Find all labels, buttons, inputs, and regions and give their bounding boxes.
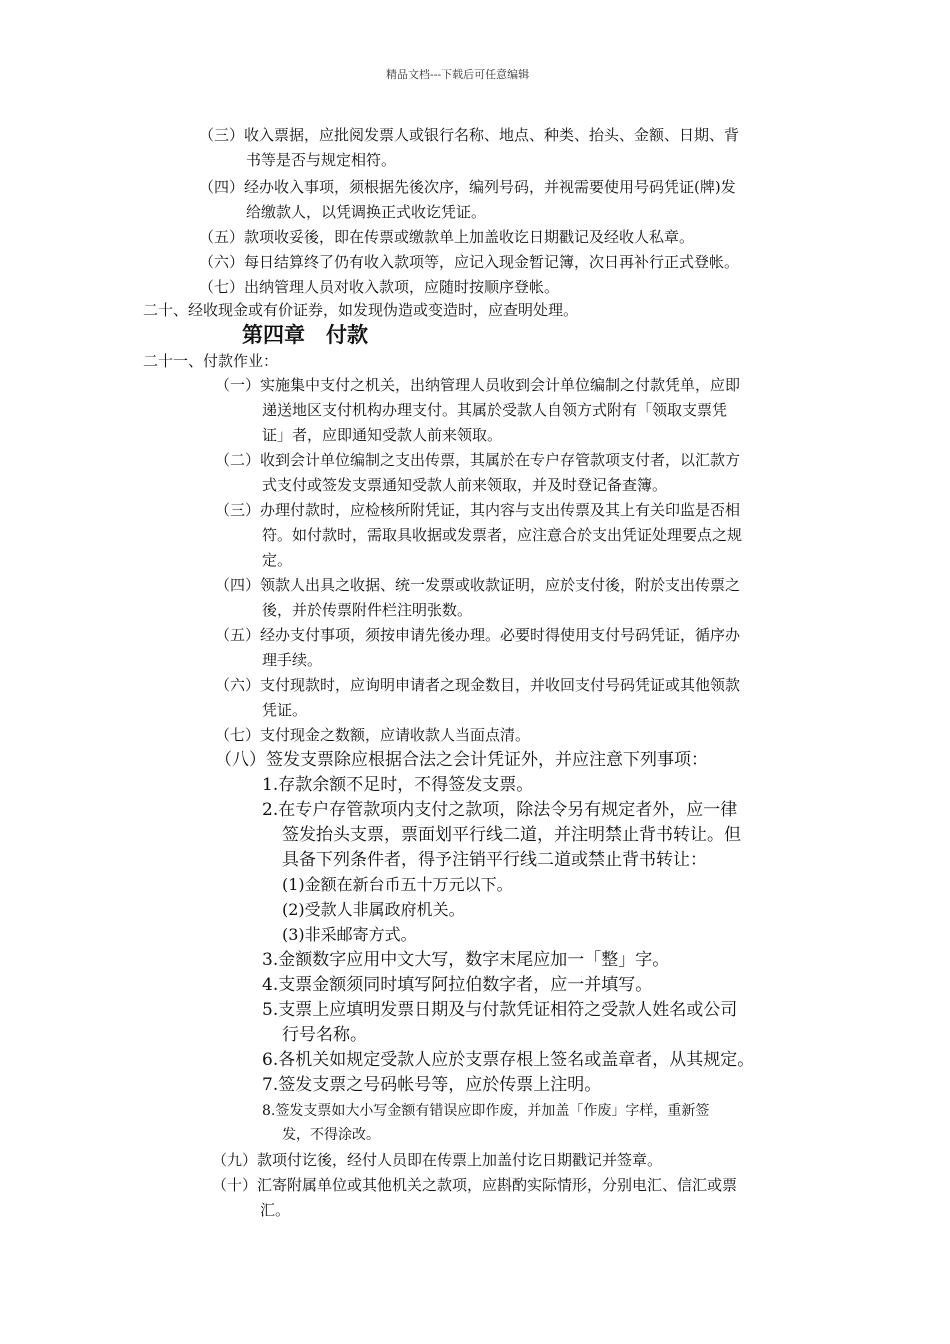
text-line: 二十、经收现金或有价证券，如发现伪造或变造时，应查明处理。: [143, 301, 579, 319]
text-line: 6.各机关如规定受款人应於支票存根上签名或盖章者，从其规定。: [262, 1050, 755, 1070]
text-line: （四）经办收入事项，须根据先後次序，编列号码，并视需要使用号码凭证(牌)发: [199, 178, 736, 196]
text-line: 5.支票上应填明发票日期及与付款凭证相符之受款人姓名或公司: [262, 1000, 738, 1020]
text-line: （六）每日结算终了仍有收入款项等，应记入现金暂记簿，次日再补行正式登帐。: [199, 253, 740, 271]
text-line: 书等是否与规定相符。: [246, 151, 397, 169]
text-line: （四）领款人出具之收据、统一发票或收款证明，应於支付後，附於支出传票之: [215, 576, 741, 594]
text-line: （五）款项收妥後，即在传票或缴款单上加盖收讫日期戳记及经收人私章。: [199, 228, 695, 246]
section-title: 二十一、付款作业：: [143, 352, 279, 370]
text-line: (3)非采邮寄方式。: [282, 925, 417, 944]
text-line: 1.存款余额不足时，不得签发支票。: [262, 775, 534, 795]
text-line: （一）实施集中支付之机关，出纳管理人员收到会计单位编制之付款凭单，应即: [215, 376, 741, 394]
text-line: （九）款项付讫後，经付人员即在传票上加盖付讫日期戳记并签章。: [212, 1151, 663, 1169]
text-line: 7.签发支票之号码帐号等，应於传票上注明。: [262, 1075, 602, 1095]
text-line: （二）收到会计单位编制之支出传票，其属於在专户存管款项支付者，以汇款方: [215, 451, 741, 469]
text-line: 汇。: [260, 1201, 291, 1219]
text-line: 给缴款人，以凭调换正式收讫凭证。: [246, 203, 487, 221]
text-line: (1)金额在新台币五十万元以下。: [282, 875, 513, 894]
text-line: 3.金额数字应用中文大写，数字末尾应加一「整」字。: [262, 950, 670, 970]
chapter-heading: 第四章 付款: [242, 323, 368, 347]
page-header: 精品文档---下载后可任意编辑: [386, 68, 530, 81]
text-line: 符。如付款时，需取具收据或发票者，应注意合於支出凭证处理要点之规: [262, 526, 743, 544]
text-line: 具备下列条件者，得予注销平行线二道或禁止背书转让：: [282, 850, 707, 870]
text-line: （七）支付现金之数额，应请收款人当面点清。: [215, 726, 531, 744]
text-line: （三）收入票据，应批阅发票人或银行名称、地点、种类、抬头、金额、日期、背: [199, 126, 740, 144]
text-line: (2)受款人非属政府机关。: [282, 900, 465, 919]
text-line: 8.签发支票如大小写金额有错误应即作废，并加盖「作废」字样，重新签: [262, 1103, 710, 1119]
text-line: 行号名称。: [282, 1025, 367, 1045]
text-line: （五）经办支付事项，须按申请先後办理。必要时得使用支付号码凭证，循序办: [215, 626, 741, 644]
text-line: （六）支付现款时，应询明申请者之现金数目，并收回支付号码凭证或其他领款: [215, 676, 741, 694]
text-line: 发，不得涂改。: [282, 1127, 380, 1143]
text-line: 理手续。: [262, 651, 323, 669]
text-line: 定。: [262, 551, 293, 569]
text-line: 後，并於传票附件栏注明张数。: [262, 601, 473, 619]
text-line: 凭证。: [262, 701, 308, 719]
text-line: 4.支票金额须同时填写阿拉伯数字者，应一并填写。: [262, 975, 653, 995]
text-line: 递送地区支付机构办理支付。其属於受款人自领方式附有「领取支票凭: [262, 401, 728, 419]
text-line: 式支付或签发支票通知受款人前来领取，并及时登记备查簿。: [262, 476, 668, 494]
text-line: （八）签发支票除应根据合法之会计凭证外，并应注意下列事项：: [215, 750, 708, 770]
text-line: 证」者，应即通知受款人前来领取。: [262, 426, 503, 444]
text-line: 签发抬头支票，票面划平行线二道，并注明禁止背书转让。但: [282, 825, 741, 845]
text-line: （七）出纳管理人员对收入款项，应随时按顺序登帐。: [199, 278, 560, 296]
text-line: （三）办理付款时，应检核所附凭证，其内容与支出传票及其上有关印监是否相: [215, 501, 741, 519]
text-line: 2.在专户存管款项内支付之款项，除法令另有规定者外，应一律: [262, 800, 738, 820]
text-line: （十）汇寄附属单位或其他机关之款项，应斟酌实际情形，分别电汇、信汇或票: [212, 1176, 738, 1194]
